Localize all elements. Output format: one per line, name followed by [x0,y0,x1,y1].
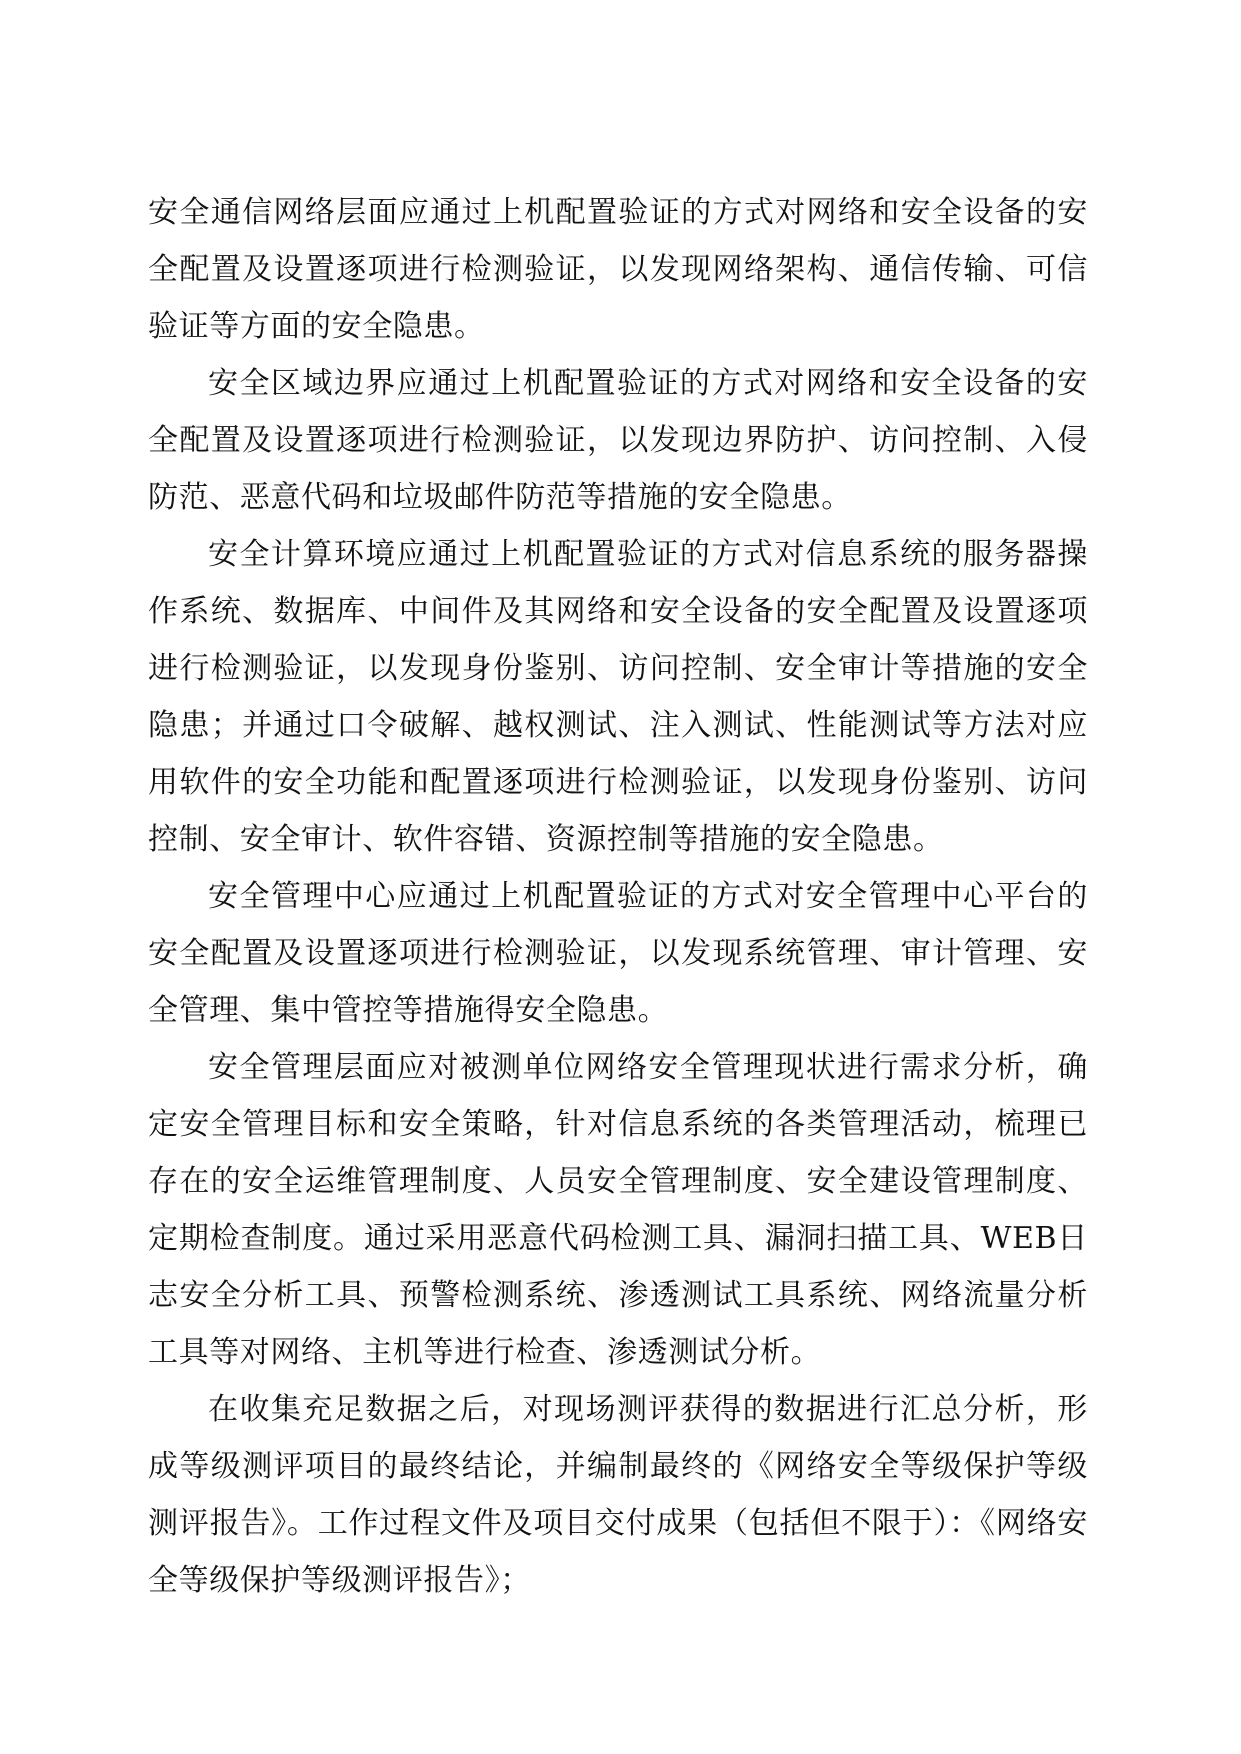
paragraph-management-center: 安全管理中心应通过上机配置验证的方式对安全管理中心平台的安全配置及设置逐项进行检测验证，以发现系统管理、审计管理、安全管理、集中管控等措施得安全隐患。 [148,879,1088,1028]
paragraph-computing-environment: 安全计算环境应通过上机配置验证的方式对信息系统的服务器操作系统、数据库、中间件及其网络和安全设备的安全配置及设置逐项进行检测验证，以发现身份鉴别、访问控制、安全审计等措施的安全隐患；并通过口令破解、越权测试、注入测试、性能测试等方法对应用软件的安全功能和配置逐项进行检测验证，以发现身份鉴别、访问控制、安全审计、软件容错、资源控制等措施的安全隐患。 [148,537,1088,857]
paragraph-conclusion: 在收集充足数据之后，对现场测评获得的数据进行汇总分析，形成等级测评项目的最终结论，并编制最终的《网络安全等级保护等级测评报告》。工作过程文件及项目交付成果（包括但不限于）：《网络安全等级保护等级测评报告》； [148,1392,1088,1598]
document-page [148,184,1088,1609]
paragraph-communication-network: 安全通信网络层面应通过上机配置验证的方式对网络和安全设备的安全配置及设置逐项进行检测验证，以发现网络架构、通信传输、可信验证等方面的安全隐患。 [148,195,1088,344]
paragraph-area-boundary: 安全区域边界应通过上机配置验证的方式对网络和安全设备的安全配置及设置逐项进行检测验证，以发现边界防护、访问控制、入侵防范、恶意代码和垃圾邮件防范等措施的安全隐患。 [148,366,1088,515]
paragraph-management-level: 安全管理层面应对被测单位网络安全管理现状进行需求分析，确定安全管理目标和安全策略，针对信息系统的各类管理活动，梳理已存在的安全运维管理制度、人员安全管理制度、安全建设管理制度、定期检查制度。通过采用恶意代码检测工具、漏洞扫描工具、WEB日志安全分析工具、预警检测系统、渗透测试工具系统、网络流量分析工具等对网络、主机等进行检查、渗透测试分析。 [148,1050,1088,1370]
